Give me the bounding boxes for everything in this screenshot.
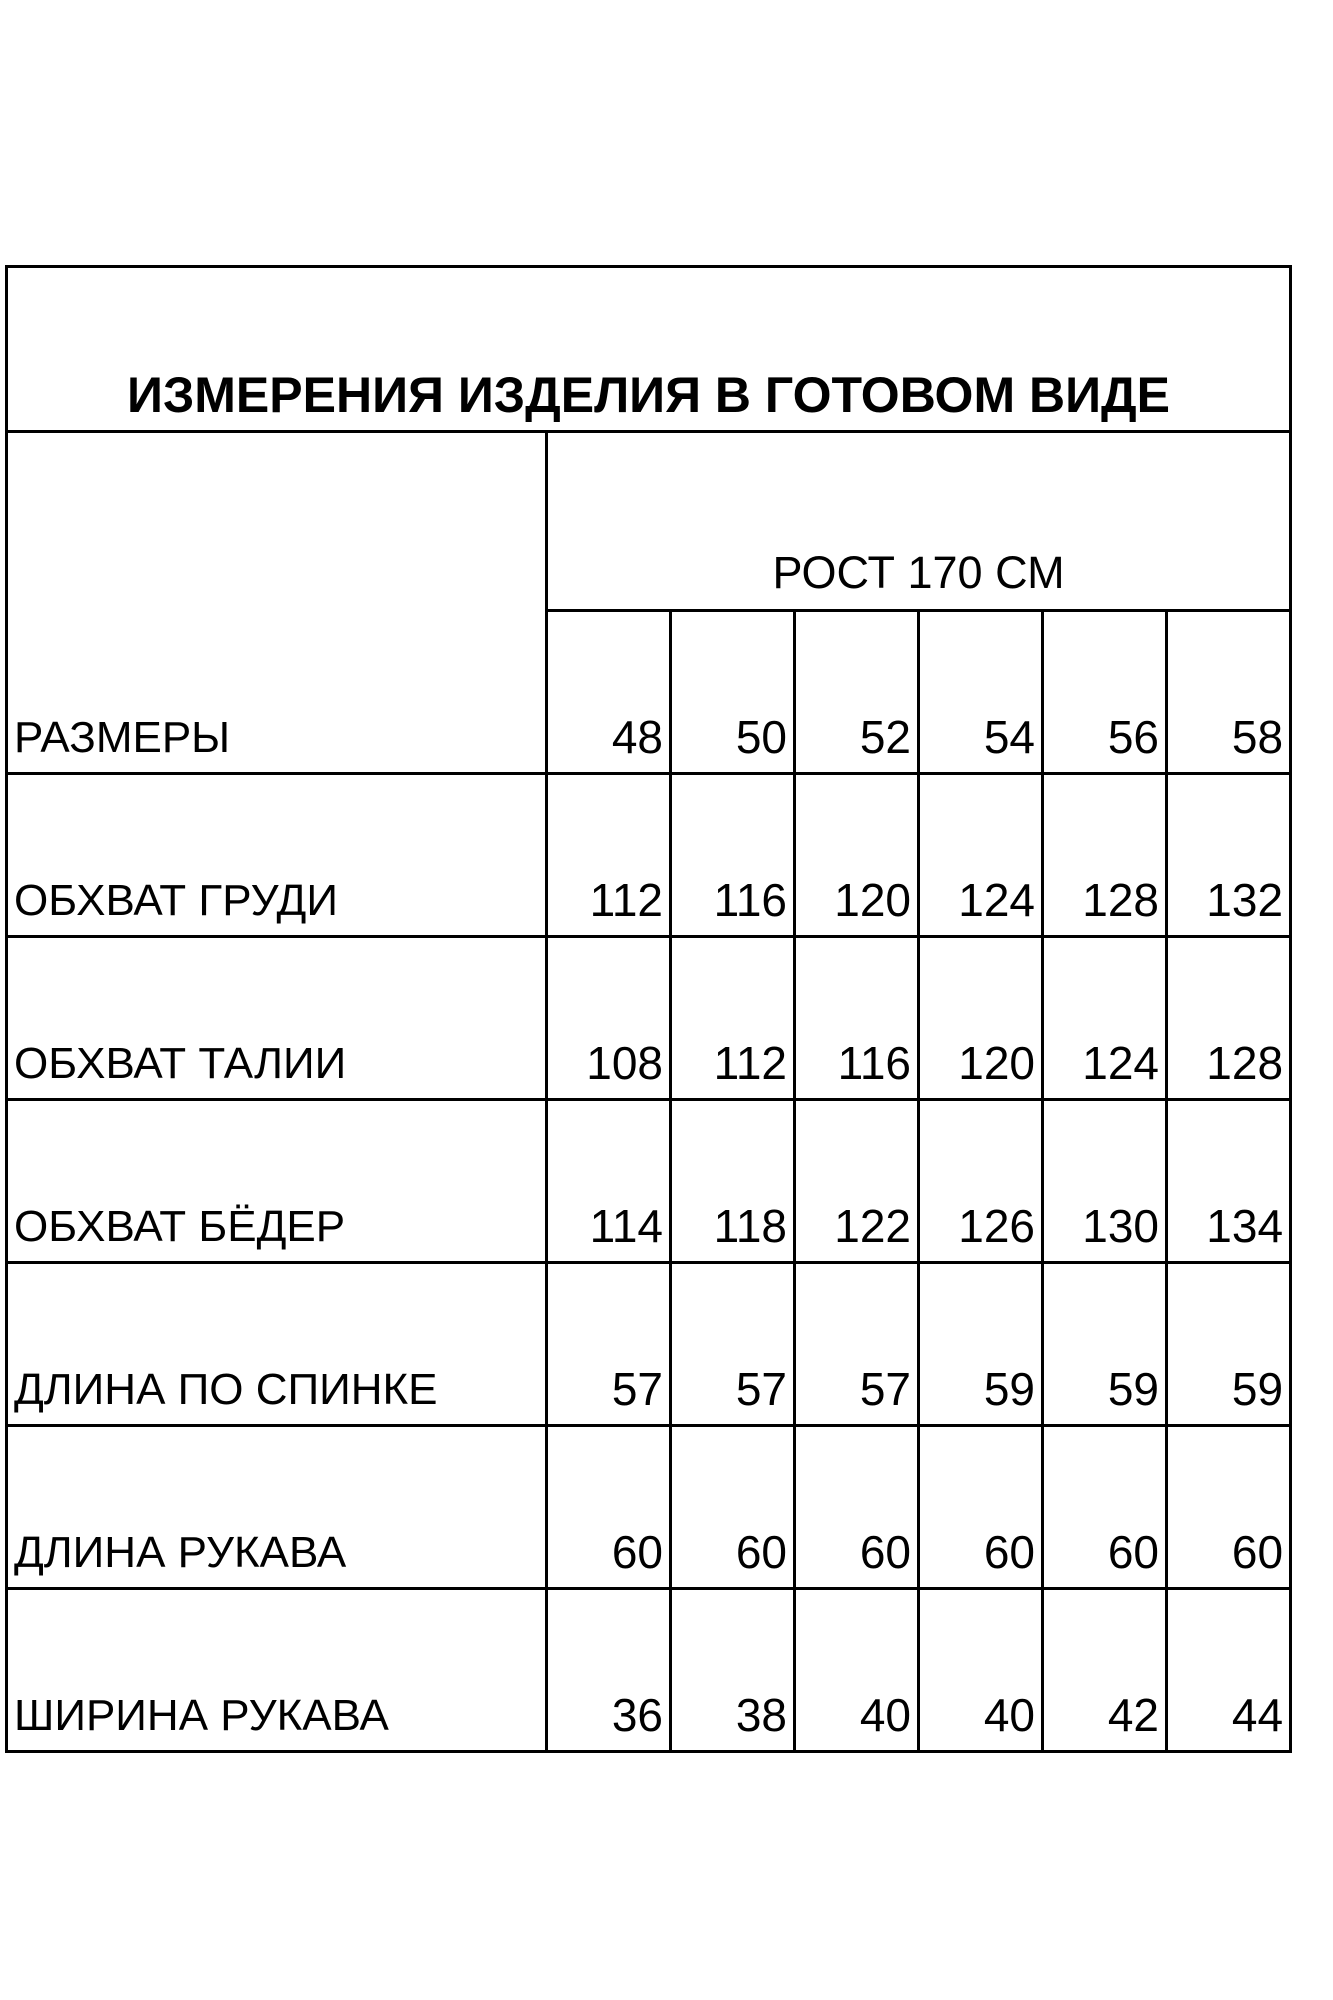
value-cell: 38 <box>671 1589 795 1752</box>
value-cell: 108 <box>547 937 671 1100</box>
size-cell: 58 <box>1167 611 1291 774</box>
value-cell: 126 <box>919 1100 1043 1263</box>
table-row <box>7 937 1291 1100</box>
table-row <box>7 774 1291 937</box>
value-cell: 59 <box>1043 1263 1167 1426</box>
value-cell: 40 <box>919 1589 1043 1752</box>
value-cell: 124 <box>919 774 1043 937</box>
value-cell: 122 <box>795 1100 919 1263</box>
value-cell: 118 <box>671 1100 795 1263</box>
row-label: ДЛИНА РУКАВА <box>7 1426 547 1589</box>
value-cell: 134 <box>1167 1100 1291 1263</box>
value-cell: 112 <box>547 774 671 937</box>
value-cell: 60 <box>1167 1426 1291 1589</box>
size-cell: 52 <box>795 611 919 774</box>
value-cell: 36 <box>547 1589 671 1752</box>
value-cell: 132 <box>1167 774 1291 937</box>
value-cell: 60 <box>547 1426 671 1589</box>
row-label: ОБХВАТ ГРУДИ <box>7 774 547 937</box>
value-cell: 60 <box>1043 1426 1167 1589</box>
value-cell: 128 <box>1167 937 1291 1100</box>
table-row <box>7 1589 1291 1752</box>
table-row <box>7 1263 1291 1426</box>
value-cell: 44 <box>1167 1589 1291 1752</box>
row-label: ОБХВАТ ТАЛИИ <box>7 937 547 1100</box>
row-label: ДЛИНА ПО СПИНКЕ <box>7 1263 547 1426</box>
value-cell: 112 <box>671 937 795 1100</box>
value-cell: 124 <box>1043 937 1167 1100</box>
value-cell: 60 <box>919 1426 1043 1589</box>
size-cell: 54 <box>919 611 1043 774</box>
blank-header-cell <box>7 432 547 611</box>
table-title: ИЗМЕРЕНИЯ ИЗДЕЛИЯ В ГОТОВОМ ВИДЕ <box>7 267 1291 432</box>
height-label: РОСТ 170 СМ <box>547 432 1291 611</box>
value-cell: 57 <box>547 1263 671 1426</box>
value-cell: 60 <box>671 1426 795 1589</box>
height-row <box>7 432 1291 611</box>
value-cell: 57 <box>671 1263 795 1426</box>
table-row <box>7 1426 1291 1589</box>
value-cell: 57 <box>795 1263 919 1426</box>
size-cell: 50 <box>671 611 795 774</box>
value-cell: 42 <box>1043 1589 1167 1752</box>
sizes-row <box>7 611 1291 774</box>
value-cell: 60 <box>795 1426 919 1589</box>
value-cell: 59 <box>1167 1263 1291 1426</box>
row-label: ШИРИНА РУКАВА <box>7 1589 547 1752</box>
value-cell: 59 <box>919 1263 1043 1426</box>
value-cell: 116 <box>671 774 795 937</box>
value-cell: 40 <box>795 1589 919 1752</box>
size-cell: 56 <box>1043 611 1167 774</box>
title-row <box>7 267 1291 432</box>
sizes-label: РАЗМЕРЫ <box>7 611 547 774</box>
value-cell: 120 <box>795 774 919 937</box>
table-row <box>7 1100 1291 1263</box>
value-cell: 114 <box>547 1100 671 1263</box>
size-cell: 48 <box>547 611 671 774</box>
row-label: ОБХВАТ БЁДЕР <box>7 1100 547 1263</box>
measurements-table <box>5 265 1292 1753</box>
value-cell: 128 <box>1043 774 1167 937</box>
value-cell: 130 <box>1043 1100 1167 1263</box>
value-cell: 120 <box>919 937 1043 1100</box>
value-cell: 116 <box>795 937 919 1100</box>
